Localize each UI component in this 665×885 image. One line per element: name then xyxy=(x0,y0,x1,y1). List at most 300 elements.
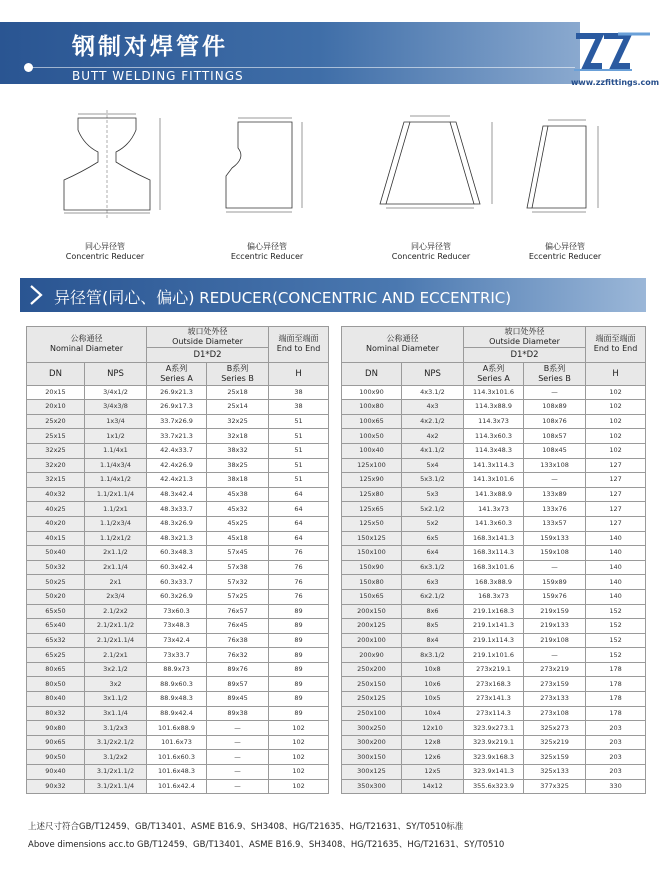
table-row xyxy=(27,692,329,707)
series-b-cell: 219x133 xyxy=(524,619,586,634)
nps-cell: 2.1/2x2 xyxy=(85,604,147,619)
series-b-cell: 89x38 xyxy=(207,706,269,721)
dn-cell: 80x32 xyxy=(27,706,85,721)
table-row xyxy=(342,385,646,400)
h-cell: 76 xyxy=(269,546,329,561)
table-row xyxy=(342,414,646,429)
series-a-en: Series A xyxy=(477,373,510,383)
h-cell: 102 xyxy=(586,400,646,415)
reducer-table-left xyxy=(26,326,329,794)
table-row xyxy=(342,677,646,692)
series-a-cell: 219.1x101.6 xyxy=(464,648,524,663)
series-b-cell: 76x32 xyxy=(207,648,269,663)
dn-cell: 90x50 xyxy=(27,750,85,765)
series-a-cell: 73x33.7 xyxy=(147,648,207,663)
h-cell: 140 xyxy=(586,575,646,590)
series-b-cell: 38x18 xyxy=(207,473,269,488)
table-row xyxy=(342,546,646,561)
h-cell: 102 xyxy=(269,750,329,765)
nps-cell: 2.1/2x1.1/2 xyxy=(85,619,147,634)
nps-cell: 2x1.1/2 xyxy=(85,546,147,561)
drawing-caption-en: Concentric Reducer xyxy=(391,252,471,261)
series-a-cell: 141.3x73 xyxy=(464,502,524,517)
series-b-cell: 133x89 xyxy=(524,487,586,502)
h-cell: 140 xyxy=(586,546,646,561)
series-a-header xyxy=(147,362,207,385)
h-cell: 127 xyxy=(586,487,646,502)
series-b-cell: 57x32 xyxy=(207,575,269,590)
series-a-cell: 219.1x141.3 xyxy=(464,619,524,634)
h-cell: 178 xyxy=(586,677,646,692)
nps-cell: 8x3.1/2 xyxy=(402,648,464,663)
h-cell: 102 xyxy=(586,443,646,458)
h-cell: 89 xyxy=(269,604,329,619)
table-row xyxy=(342,619,646,634)
chevron-right-icon xyxy=(28,284,44,306)
header-divider xyxy=(30,67,575,68)
table-row xyxy=(342,692,646,707)
series-b-cell: 133x57 xyxy=(524,516,586,531)
dn-cell: 250x150 xyxy=(342,677,402,692)
series-b-cell: 325x133 xyxy=(524,765,586,780)
series-b-cell: 133x76 xyxy=(524,502,586,517)
nps-cell: 6x5 xyxy=(402,531,464,546)
series-a-cell: 323.9x273.1 xyxy=(464,721,524,736)
series-b-cell: 45x18 xyxy=(207,531,269,546)
table-row xyxy=(27,750,329,765)
nominal-header xyxy=(27,327,147,363)
h-cell: 178 xyxy=(586,662,646,677)
header-title-cn: 钢制对焊管件 xyxy=(72,34,228,60)
zz-logo-icon xyxy=(572,28,652,74)
series-b-cell: 89x57 xyxy=(207,677,269,692)
nps-cell: 10x6 xyxy=(402,677,464,692)
series-b-cell: 45x38 xyxy=(207,487,269,502)
table-row xyxy=(27,662,329,677)
series-b-cell: 159x133 xyxy=(524,531,586,546)
nps-cell: 8x6 xyxy=(402,604,464,619)
concentric-reducer-drawing-1 xyxy=(64,110,160,218)
nps-cell: 2.1/2x1.1/4 xyxy=(85,633,147,648)
dn-cell: 25x20 xyxy=(27,414,85,429)
nps-cell: 5x2.1/2 xyxy=(402,502,464,517)
dn-cell: 65x40 xyxy=(27,619,85,634)
dn-cell: 125x50 xyxy=(342,516,402,531)
series-b-cell: 273x108 xyxy=(524,706,586,721)
header-dot xyxy=(24,63,33,72)
nps-cell: 1.1/4x1 xyxy=(85,443,147,458)
nps-cell: 4x2.1/2 xyxy=(402,414,464,429)
table-row xyxy=(27,589,329,604)
nps-cell: 1.1/2x1 xyxy=(85,502,147,517)
series-b-cell: 108x57 xyxy=(524,429,586,444)
table-row xyxy=(27,443,329,458)
dn-cell: 40x15 xyxy=(27,531,85,546)
standards-note-en: Above dimensions acc.to GB/T12459、GB/T13401、ASME B16.9、SH3408、HG/T21635、HG/T21631、SY/T0510 xyxy=(28,840,505,850)
dn-cell: 90x40 xyxy=(27,765,85,780)
end-header-cn: 端面至端面 xyxy=(595,334,636,344)
dn-cell: 200x150 xyxy=(342,604,402,619)
h-cell: 203 xyxy=(586,750,646,765)
end-header-en: End to End xyxy=(593,344,638,354)
h-cell: 76 xyxy=(269,560,329,575)
series-a-cell: 168.3x73 xyxy=(464,589,524,604)
series-b-cell: 32x25 xyxy=(207,414,269,429)
h-cell: 102 xyxy=(269,779,329,794)
nps-cell: 5x2 xyxy=(402,516,464,531)
table-row xyxy=(27,706,329,721)
series-b-cell: 76x57 xyxy=(207,604,269,619)
h-cell: 203 xyxy=(586,735,646,750)
nps-cell: 1.1/2x1/2 xyxy=(85,531,147,546)
section-title-cn: 异径管(同心、偏心) xyxy=(54,288,195,307)
table-row xyxy=(342,662,646,677)
h-cell: 64 xyxy=(269,516,329,531)
h-cell: 203 xyxy=(586,721,646,736)
dn-cell: 40x25 xyxy=(27,502,85,517)
dn-cell: 100x80 xyxy=(342,400,402,415)
series-a-cell: 114.3x73 xyxy=(464,414,524,429)
series-a-header xyxy=(464,362,524,385)
nps-cell: 14x12 xyxy=(402,779,464,794)
table-row xyxy=(342,516,646,531)
h-cell: 64 xyxy=(269,531,329,546)
h-cell: 140 xyxy=(586,531,646,546)
series-a-cell: 33.7x26.9 xyxy=(147,414,207,429)
nps-cell: 4x3.1/2 xyxy=(402,385,464,400)
series-a-cell: 33.7x21.3 xyxy=(147,429,207,444)
h-cell: 127 xyxy=(586,502,646,517)
dn-cell: 50x40 xyxy=(27,546,85,561)
table-row xyxy=(342,400,646,415)
table-row xyxy=(27,414,329,429)
series-a-cell: 273x114.3 xyxy=(464,706,524,721)
series-b-cell: 159x89 xyxy=(524,575,586,590)
nps-cell: 6x2.1/2 xyxy=(402,589,464,604)
series-b-cn: B系列 xyxy=(543,363,566,373)
drawing-caption-en: Eccentric Reducer xyxy=(230,252,304,261)
table-row xyxy=(342,502,646,517)
series-b-cell: 45x25 xyxy=(207,516,269,531)
h-cell: 102 xyxy=(586,414,646,429)
series-a-cell: 141.3x101.6 xyxy=(464,473,524,488)
series-b-cell: 273x133 xyxy=(524,692,586,707)
series-b-cell: 32x18 xyxy=(207,429,269,444)
dn-cell: 250x200 xyxy=(342,662,402,677)
dn-cell: 250x100 xyxy=(342,706,402,721)
dn-cell: 100x50 xyxy=(342,429,402,444)
nps-cell: 6x4 xyxy=(402,546,464,561)
nps-cell: 12x5 xyxy=(402,765,464,780)
table-row xyxy=(342,750,646,765)
dn-cell: 125x100 xyxy=(342,458,402,473)
h-cell: 89 xyxy=(269,692,329,707)
nps-cell: 2x1.1/4 xyxy=(85,560,147,575)
series-b-cell: 76x45 xyxy=(207,619,269,634)
nps-cell: 6x3 xyxy=(402,575,464,590)
dn-cell: 40x20 xyxy=(27,516,85,531)
eccentric-reducer-drawing-1 xyxy=(226,118,302,212)
dn-cell: 65x50 xyxy=(27,604,85,619)
dn-cell: 32x15 xyxy=(27,473,85,488)
od-header xyxy=(147,327,269,348)
drawing-caption-2 xyxy=(222,242,312,262)
nps-cell: 12x10 xyxy=(402,721,464,736)
h-cell: 102 xyxy=(269,721,329,736)
dn-cell: 100x65 xyxy=(342,414,402,429)
dn-cell: 65x25 xyxy=(27,648,85,663)
table-row xyxy=(27,648,329,663)
nps-cell: 3.1/2x2 xyxy=(85,750,147,765)
dn-cell: 90x65 xyxy=(27,735,85,750)
table-row xyxy=(27,619,329,634)
table-row xyxy=(27,633,329,648)
dn-cell: 300x250 xyxy=(342,721,402,736)
series-b-header xyxy=(524,362,586,385)
standards-note-cn: 上述尺寸符合GB/T12459、GB/T13401、ASME B16.9、SH3408、HG/T21635、HG/T21631、SY/T0510标准 xyxy=(28,822,464,832)
nps-cell: 3x2 xyxy=(85,677,147,692)
series-a-cell: 88.9x48.3 xyxy=(147,692,207,707)
series-a-cell: 42.4x26.9 xyxy=(147,458,207,473)
d1d2-header: D1*D2 xyxy=(464,348,586,363)
h-cell: 89 xyxy=(269,706,329,721)
series-b-cell: 159x108 xyxy=(524,546,586,561)
series-a-cell: 114.3x60.3 xyxy=(464,429,524,444)
series-b-cell: 325x273 xyxy=(524,721,586,736)
section-title xyxy=(54,285,511,308)
series-a-cell: 88.9x60.3 xyxy=(147,677,207,692)
series-b-cell: — xyxy=(207,765,269,780)
series-a-cell: 101.6x73 xyxy=(147,735,207,750)
nps-cell: 2x1 xyxy=(85,575,147,590)
series-b-cell: — xyxy=(207,721,269,736)
series-a-cell: 42.4x33.7 xyxy=(147,443,207,458)
nps-cell: 3.1/2x1.1/4 xyxy=(85,779,147,794)
h-cell: 140 xyxy=(586,589,646,604)
series-a-cell: 219.1x168.3 xyxy=(464,604,524,619)
series-a-cell: 101.6x42.4 xyxy=(147,779,207,794)
table-row xyxy=(342,531,646,546)
h-header: H xyxy=(586,362,646,385)
table-row xyxy=(27,487,329,502)
series-b-en: Series B xyxy=(221,373,254,383)
series-b-cell: 89x76 xyxy=(207,662,269,677)
series-a-cell: 114.3x48.3 xyxy=(464,443,524,458)
nps-cell: 3.1/2x2.1/2 xyxy=(85,735,147,750)
series-b-cell: — xyxy=(207,735,269,750)
series-a-cell: 323.9x141.3 xyxy=(464,765,524,780)
nps-cell: 4x2 xyxy=(402,429,464,444)
nps-header: NPS xyxy=(402,362,464,385)
table-row xyxy=(27,575,329,590)
nominal-header-cn: 公称通径 xyxy=(70,334,103,344)
drawing-caption-4 xyxy=(520,242,610,262)
series-a-cell: 48.3x26.9 xyxy=(147,516,207,531)
series-a-cell: 48.3x33.7 xyxy=(147,502,207,517)
reducer-table-right xyxy=(341,326,646,794)
end-header xyxy=(586,327,646,363)
drawing-caption-1 xyxy=(60,242,150,262)
series-a-cell: 48.3x21.3 xyxy=(147,531,207,546)
series-b-cell: 108x45 xyxy=(524,443,586,458)
table-row xyxy=(342,443,646,458)
nominal-header-en: Nominal Diameter xyxy=(50,344,123,354)
drawing-caption-3 xyxy=(386,242,476,262)
page-header xyxy=(0,0,665,100)
series-a-cell: 141.3x60.3 xyxy=(464,516,524,531)
dn-cell: 200x100 xyxy=(342,633,402,648)
series-a-cn: A系列 xyxy=(165,363,188,373)
series-b-cell: 108x76 xyxy=(524,414,586,429)
h-cell: 178 xyxy=(586,692,646,707)
nps-cell: 1x3/4 xyxy=(85,414,147,429)
table-row xyxy=(27,516,329,531)
nps-cell: 4x3 xyxy=(402,400,464,415)
nps-cell: 3/4x1/2 xyxy=(85,385,147,400)
h-cell: 51 xyxy=(269,443,329,458)
h-cell: 64 xyxy=(269,502,329,517)
dn-cell: 32x20 xyxy=(27,458,85,473)
nps-cell: 1x1/2 xyxy=(85,429,147,444)
table-row xyxy=(342,473,646,488)
series-a-cell: 168.3x101.6 xyxy=(464,560,524,575)
nps-cell: 10x5 xyxy=(402,692,464,707)
nps-cell: 5x3.1/2 xyxy=(402,473,464,488)
nps-cell: 8x5 xyxy=(402,619,464,634)
h-cell: 127 xyxy=(586,458,646,473)
table-row xyxy=(27,458,329,473)
end-header-cn: 端面至端面 xyxy=(278,334,319,344)
website-url: www.zzfittings.com xyxy=(571,78,660,87)
table-row xyxy=(342,589,646,604)
nps-cell: 1.1/2x1.1/4 xyxy=(85,487,147,502)
series-b-header xyxy=(207,362,269,385)
nps-cell: 1.1/4x1/2 xyxy=(85,473,147,488)
series-b-cell: 76x38 xyxy=(207,633,269,648)
series-a-cell: 42.4x21.3 xyxy=(147,473,207,488)
series-b-cell: — xyxy=(524,473,586,488)
dn-cell: 300x125 xyxy=(342,765,402,780)
table-row xyxy=(27,779,329,794)
h-cell: 152 xyxy=(586,648,646,663)
table-row xyxy=(27,735,329,750)
series-a-cell: 26.9x21.3 xyxy=(147,385,207,400)
drawing-caption-cn: 偏心异径管 xyxy=(247,242,287,251)
dn-header: DN xyxy=(27,362,85,385)
table-row xyxy=(342,765,646,780)
od-header-cn: 坡口处外径 xyxy=(504,327,545,336)
table-row xyxy=(342,487,646,502)
series-a-cell: 141.3x88.9 xyxy=(464,487,524,502)
end-header xyxy=(269,327,329,363)
series-a-cell: 60.3x42.4 xyxy=(147,560,207,575)
drawing-caption-cn: 同心异径管 xyxy=(411,242,451,251)
dn-cell: 80x50 xyxy=(27,677,85,692)
table-row xyxy=(342,429,646,444)
nps-cell: 3x1.1/2 xyxy=(85,692,147,707)
h-cell: 102 xyxy=(269,765,329,780)
od-header-en: Outside Diameter xyxy=(172,337,243,346)
table-row xyxy=(27,400,329,415)
h-cell: 89 xyxy=(269,633,329,648)
drawing-caption-en: Concentric Reducer xyxy=(65,252,145,261)
series-b-cell: 25x14 xyxy=(207,400,269,415)
series-b-cell: — xyxy=(207,750,269,765)
series-a-cell: 168.3x141.3 xyxy=(464,531,524,546)
nominal-header-cn: 公称通径 xyxy=(386,334,419,344)
series-a-cell: 88.9x73 xyxy=(147,662,207,677)
nps-cell: 10x8 xyxy=(402,662,464,677)
series-a-cell: 26.9x17.3 xyxy=(147,400,207,415)
series-b-cell: 219x159 xyxy=(524,604,586,619)
nps-cell: 12x6 xyxy=(402,750,464,765)
dn-cell: 125x65 xyxy=(342,502,402,517)
series-b-en: Series B xyxy=(538,373,571,383)
nps-cell: 10x4 xyxy=(402,706,464,721)
series-b-cell: 325x219 xyxy=(524,735,586,750)
h-cell: 102 xyxy=(586,429,646,444)
nps-cell: 12x8 xyxy=(402,735,464,750)
table-row xyxy=(342,721,646,736)
series-a-en: Series A xyxy=(160,373,193,383)
table-row xyxy=(342,735,646,750)
dn-cell: 25x15 xyxy=(27,429,85,444)
nps-header: NPS xyxy=(85,362,147,385)
table-row xyxy=(342,604,646,619)
drawing-caption-en: Eccentric Reducer xyxy=(528,252,602,261)
series-b-cell: 325x159 xyxy=(524,750,586,765)
section-banner xyxy=(20,278,646,312)
od-header-en: Outside Diameter xyxy=(489,337,560,346)
series-a-cell: 273x141.3 xyxy=(464,692,524,707)
table-row xyxy=(27,604,329,619)
dn-cell: 350x300 xyxy=(342,779,402,794)
series-a-cell: 273x219.1 xyxy=(464,662,524,677)
series-b-cn: B系列 xyxy=(226,363,249,373)
nominal-header xyxy=(342,327,464,363)
h-cell: 152 xyxy=(586,633,646,648)
series-b-cell: 57x25 xyxy=(207,589,269,604)
series-b-cell: 108x89 xyxy=(524,400,586,415)
section-title-en: REDUCER(CONCENTRIC AND ECCENTRIC) xyxy=(199,289,512,307)
table-row xyxy=(342,575,646,590)
dn-cell: 90x80 xyxy=(27,721,85,736)
dn-cell: 250x125 xyxy=(342,692,402,707)
dn-header: DN xyxy=(342,362,402,385)
series-a-cell: 101.6x48.3 xyxy=(147,765,207,780)
header-title-en: BUTT WELDING FITTINGS xyxy=(72,69,244,83)
table-row xyxy=(342,560,646,575)
series-a-cell: 73x60.3 xyxy=(147,604,207,619)
h-cell: 89 xyxy=(269,677,329,692)
h-cell: 140 xyxy=(586,560,646,575)
nps-cell: 5x4 xyxy=(402,458,464,473)
od-header-cn: 坡口处外径 xyxy=(187,327,228,336)
dn-cell: 100x40 xyxy=(342,443,402,458)
h-cell: 51 xyxy=(269,429,329,444)
h-cell: 330 xyxy=(586,779,646,794)
table-row xyxy=(342,648,646,663)
nps-cell: 3.1/2x3 xyxy=(85,721,147,736)
series-a-cell: 88.9x42.4 xyxy=(147,706,207,721)
table-row xyxy=(342,458,646,473)
table-row xyxy=(27,502,329,517)
dn-cell: 20x10 xyxy=(27,400,85,415)
table-row xyxy=(27,721,329,736)
table-row xyxy=(27,531,329,546)
series-b-cell: 45x32 xyxy=(207,502,269,517)
dn-cell: 65x32 xyxy=(27,633,85,648)
